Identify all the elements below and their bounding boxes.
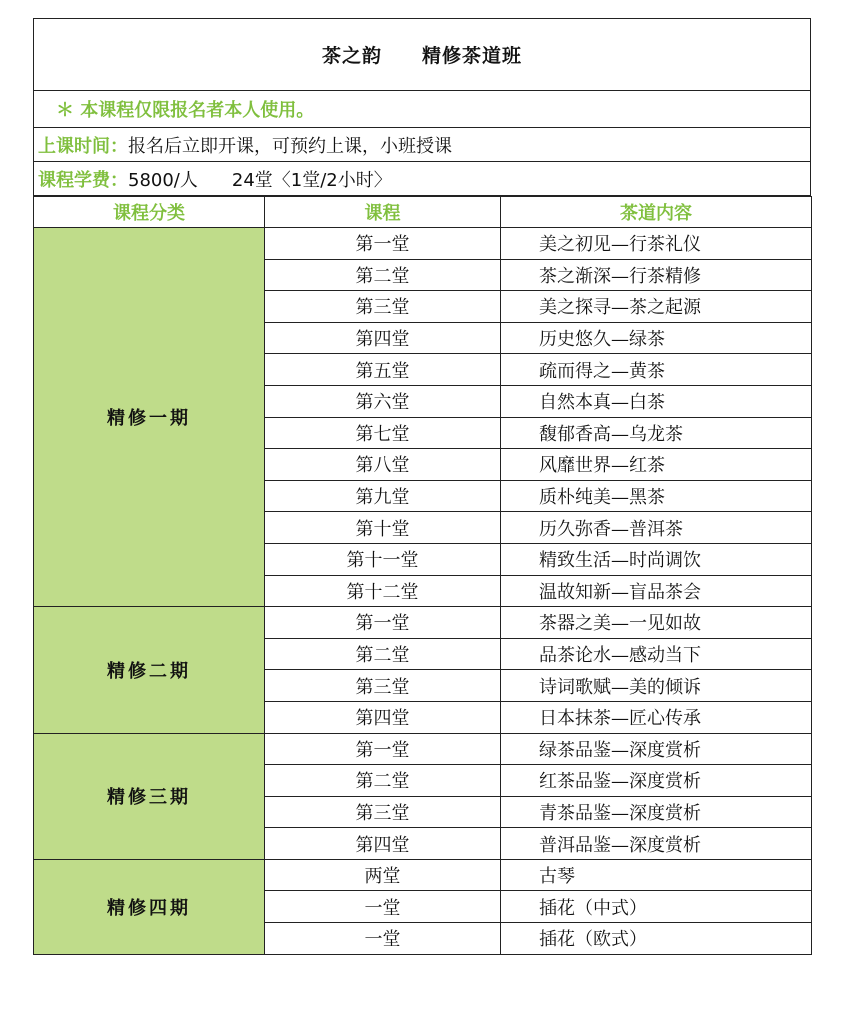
content-cell: 风靡世界—红茶 (501, 449, 812, 481)
category-cell: 精修一期 (34, 228, 265, 607)
course-sheet (33, 18, 811, 955)
header-category: 课程分类 (34, 197, 265, 228)
lesson-cell: 第八堂 (265, 449, 501, 481)
content-cell: 茶之渐深—行茶精修 (501, 259, 812, 291)
title-sub: 精修茶道班 (422, 45, 523, 67)
lesson-cell: 第二堂 (265, 259, 501, 291)
content-cell: 插花（欧式） (501, 923, 812, 955)
usage-notice: ＊ 本课程仅限报名者本人使用。 (33, 91, 811, 128)
lesson-cell: 第七堂 (265, 417, 501, 449)
content-cell: 品茶论水—感动当下 (501, 638, 812, 670)
lesson-cell: 第十二堂 (265, 575, 501, 607)
fee-price: 5800/人 (128, 169, 198, 191)
lesson-cell: 第二堂 (265, 638, 501, 670)
fee-label: 课程学费： (38, 169, 128, 191)
table-row (34, 733, 812, 765)
content-cell: 插花（中式） (501, 891, 812, 923)
lesson-cell: 第一堂 (265, 733, 501, 765)
lesson-cell: 第十一堂 (265, 543, 501, 575)
lesson-cell: 第九堂 (265, 480, 501, 512)
content-cell: 茶器之美—一见如故 (501, 607, 812, 639)
fee-sessions: 24堂〈1堂/2小时〉 (231, 169, 392, 191)
lesson-cell: 第六堂 (265, 385, 501, 417)
category-cell: 精修四期 (34, 859, 265, 954)
content-cell: 古琴 (501, 859, 812, 891)
content-cell: 美之探寻—茶之起源 (501, 291, 812, 323)
title-main: 茶之韵 (321, 45, 382, 67)
content-cell: 诗词歌赋—美的倾诉 (501, 670, 812, 702)
table-row (34, 607, 812, 639)
lesson-cell: 第四堂 (265, 701, 501, 733)
header-content: 茶道内容 (501, 197, 812, 228)
content-cell: 精致生活—时尚调饮 (501, 543, 812, 575)
content-cell: 历久弥香—普洱茶 (501, 512, 812, 544)
content-cell: 疏而得之—黄茶 (501, 354, 812, 386)
content-cell: 红茶品鉴—深度赏析 (501, 765, 812, 797)
schedule-value: 报名后立即开课，可预约上课，小班授课 (128, 135, 452, 157)
content-cell: 日本抹茶—匠心传承 (501, 701, 812, 733)
fee-row (33, 162, 811, 196)
content-cell: 美之初见—行茶礼仪 (501, 228, 812, 260)
page-title (33, 18, 811, 91)
lesson-cell: 第五堂 (265, 354, 501, 386)
content-cell: 青茶品鉴—深度赏析 (501, 796, 812, 828)
table-header-row (34, 197, 812, 228)
schedule-label: 上课时间： (38, 135, 128, 157)
content-cell: 馥郁香高—乌龙茶 (501, 417, 812, 449)
lesson-cell: 一堂 (265, 891, 501, 923)
lesson-cell: 第一堂 (265, 607, 501, 639)
lesson-cell: 第三堂 (265, 670, 501, 702)
course-table (33, 196, 812, 955)
category-cell: 精修二期 (34, 607, 265, 733)
content-cell: 温故知新—盲品茶会 (501, 575, 812, 607)
content-cell: 普洱品鉴—深度赏析 (501, 828, 812, 860)
lesson-cell: 第三堂 (265, 291, 501, 323)
lesson-cell: 第二堂 (265, 765, 501, 797)
category-cell: 精修三期 (34, 733, 265, 859)
content-cell: 质朴纯美—黑茶 (501, 480, 812, 512)
table-row (34, 228, 812, 260)
lesson-cell: 第四堂 (265, 322, 501, 354)
table-row (34, 859, 812, 891)
schedule-row (33, 128, 811, 162)
lesson-cell: 第十堂 (265, 512, 501, 544)
content-cell: 自然本真—白茶 (501, 385, 812, 417)
lesson-cell: 第一堂 (265, 228, 501, 260)
table-body (34, 228, 812, 955)
lesson-cell: 第四堂 (265, 828, 501, 860)
content-cell: 历史悠久—绿茶 (501, 322, 812, 354)
lesson-cell: 一堂 (265, 923, 501, 955)
lesson-cell: 两堂 (265, 859, 501, 891)
content-cell: 绿茶品鉴—深度赏析 (501, 733, 812, 765)
lesson-cell: 第三堂 (265, 796, 501, 828)
header-lesson: 课程 (265, 197, 501, 228)
